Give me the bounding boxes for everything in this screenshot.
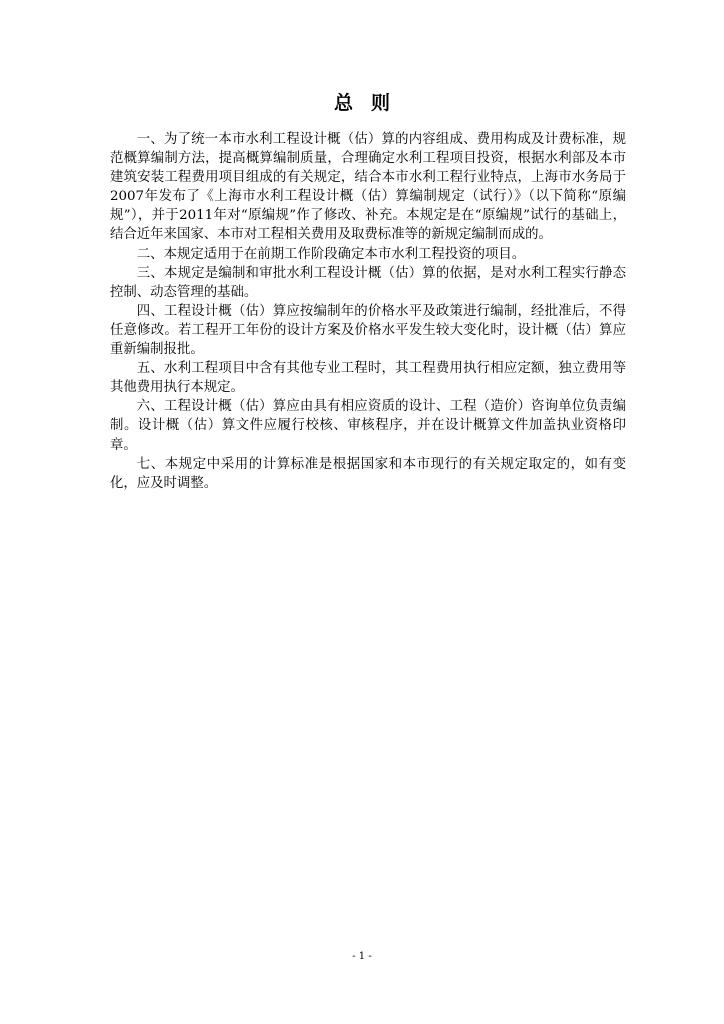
page-title-char-1: 总 [333,92,353,114]
paragraph-3: 三、本规定是编制和审批水利工程设计概（估）算的依据，是对水利工程实行静态控制、动态管理的基础。 [110,265,626,300]
paragraph-2: 二、本规定适用于在前期工作阶段确定本市水利工程投资的项目。 [136,246,526,262]
document-body [110,130,626,493]
paragraph-7: 七、本规定中采用的计算标准是根据国家和本市现行的有关规定取定的，如有变化，应及时调整。 [110,456,626,491]
paragraph-6: 六、工程设计概（估）算应由具有相应资质的设计、工程（造价）咨询单位负责编制。设计概（估）算文件应履行校核、审核程序，并在设计概算文件加盖执业资格印章。 [110,399,626,453]
paragraph-4: 四、工程设计概（估）算应按编制年的价格水平及政策进行编制，经批准后，不得任意修改。若工程开工年份的设计方案及价格水平发生较大变化时，设计概（估）算应重新编制报批。 [110,303,626,358]
page-title [0,88,724,115]
page-title-char-2: 则 [371,92,391,114]
paragraph-5: 五、水利工程项目中含有其他专业工程时，其工程费用执行相应定额，独立费用等其他费用执行本规定。 [110,361,626,396]
page-number: - 1 - [352,951,372,962]
paragraph-1: 一、为了统一本市水利工程设计概（估）算的内容组成、费用构成及计费标准，规范概算编制方法，提高概算编制质量，合理确定水利工程项目投资，根据水利部及本市建筑安装工程费用项目组成的有关规定，结合本市水利工程行业特点，上海市水务局于2007年发布了《上海市水利工程设计概（估）算编制规定（试行）》（以下简称“原编规”），并于2011年对“原编规”作了修改、补充。本规定是在“原编规”试行的基础上，结合近年来国家、本市对工程相关费用及取费标准等的新规定编制而成的。 [110,132,626,243]
